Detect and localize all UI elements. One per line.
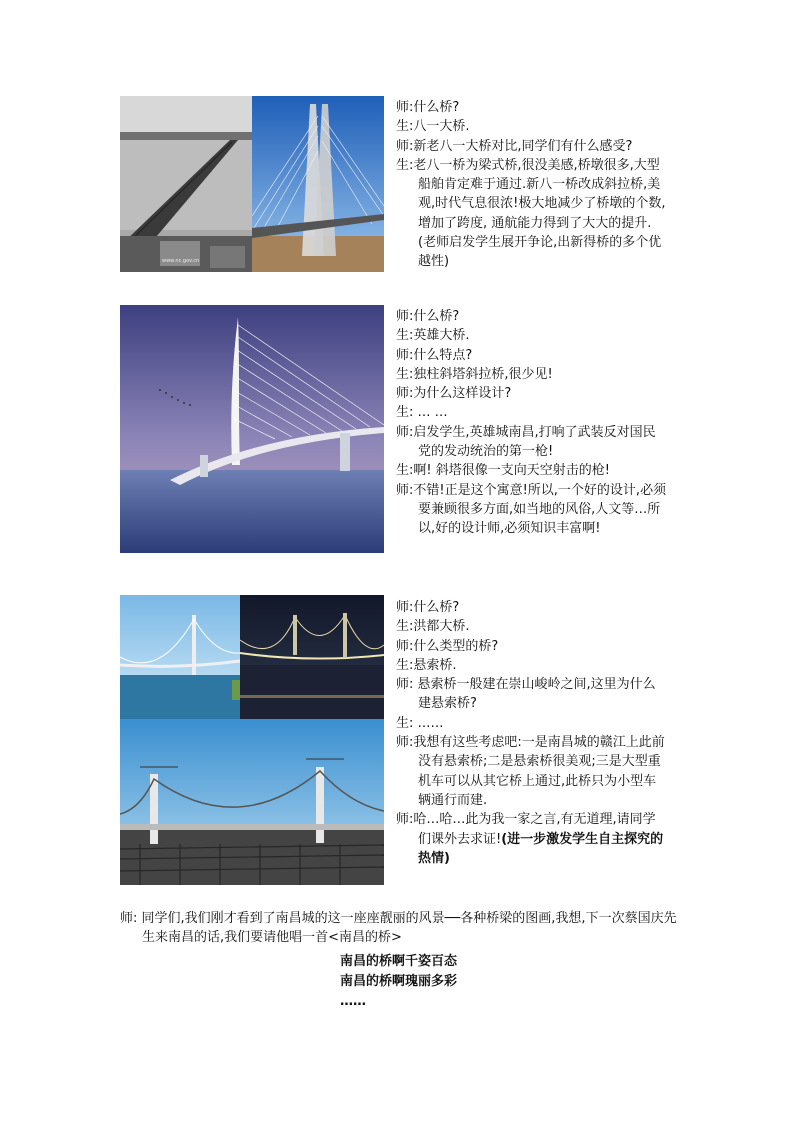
closing-text: 师: 同学们,我们刚才看到了南昌城的这一座座靓丽的风景──各种桥梁的图画,我想,下一次蔡国庆先生来南昌的话,我们要请他唱一首<南昌的桥> (120, 911, 677, 946)
hongdu-bridge-construction-photo (120, 719, 384, 885)
dialogue-line: 生: … … (396, 405, 448, 421)
dialogue-line (396, 810, 668, 868)
yingxiong-bridge-photo (120, 305, 384, 553)
teaching-note: (进一步激发学生自主探究的热情) (418, 831, 664, 866)
dialogue-line: 师:什么桥? (396, 600, 460, 615)
dialogue-line: 生:英雄大桥. (396, 328, 470, 344)
dialogue-line: 生:啊! 斜塔很像一支向天空射击的枪! (396, 463, 610, 479)
dialogue-line: 生:老八一桥为梁式桥,很没美感,桥墩很多,大型船舶肯定难于通过.新八一桥改成斜拉桥,美观,时代气息很浓!极大地减少了桥墩的个数,增加了跨度, 通航能力得到了大大的提升.(老师启发学生展开争论,出新得桥的多个优越性) (396, 157, 666, 270)
dialogue-line: 师:为什么这样设计? (396, 386, 512, 402)
dialogue-line: 生:独柱斜塔斜拉桥,很少见! (396, 366, 553, 382)
dialogue-line: 师:什么类型的桥? (396, 638, 499, 654)
dialogue-line: 生:八一大桥. (396, 119, 470, 135)
verse-line: 南昌的桥啊瑰丽多彩 (340, 974, 458, 989)
new-bayi-bridge-photo (252, 96, 384, 272)
dialogue-line: 师:我想有这些考虑吧:一是南昌城的赣江上此前没有悬索桥;二是悬索桥很美观;三是大型重机车可以从其它桥上通过,此桥只为小型车辆通行而建. (396, 735, 665, 808)
dialogue-line: 师:什么桥? (396, 309, 460, 324)
dialogue-line: 师: 悬索桥一般建在崇山峻岭之间,这里为什么建悬索桥? (396, 677, 656, 712)
verse-line: 南昌的桥啊千姿百态 (340, 954, 458, 969)
dialogue-line: 师:什么桥? (396, 100, 460, 115)
section1-dialogue (396, 98, 668, 272)
old-bayi-bridge-photo (120, 96, 252, 272)
photo-watermark: www.nc.gov.cn (162, 258, 200, 264)
dialogue-line: 生: …… (396, 715, 444, 731)
dialogue-line: 师:不错!正是这个寓意!所以,一个好的设计,必须要兼顾很多方面,如当地的风俗,人文等…所以,好的设计师,必须知识丰富啊! (396, 482, 667, 537)
section3-dialogue (396, 598, 668, 868)
closing-paragraph (120, 909, 680, 948)
section2-dialogue (396, 307, 668, 539)
song-verses (340, 952, 457, 1012)
dialogue-line: 师:新老八一大桥对比,同学们有什么感受? (396, 138, 633, 154)
hongdu-bridge-night-photo (240, 595, 384, 719)
dialogue-line: 师:启发学生,英雄城南昌,打响了武装反对国民党的发动统治的第一枪! (396, 424, 656, 460)
dialogue-line: 生:洪都大桥. (396, 619, 470, 635)
dialogue-line: 生:悬索桥. (396, 657, 457, 673)
dialogue-text: 师:哈…哈…此为我一家之言,有无道理,请同学们课外去求证! (396, 812, 656, 847)
verse-line: …… (340, 994, 366, 1009)
hongdu-bridge-day-photo (120, 595, 240, 719)
dialogue-line: 师:什么特点? (396, 347, 473, 363)
